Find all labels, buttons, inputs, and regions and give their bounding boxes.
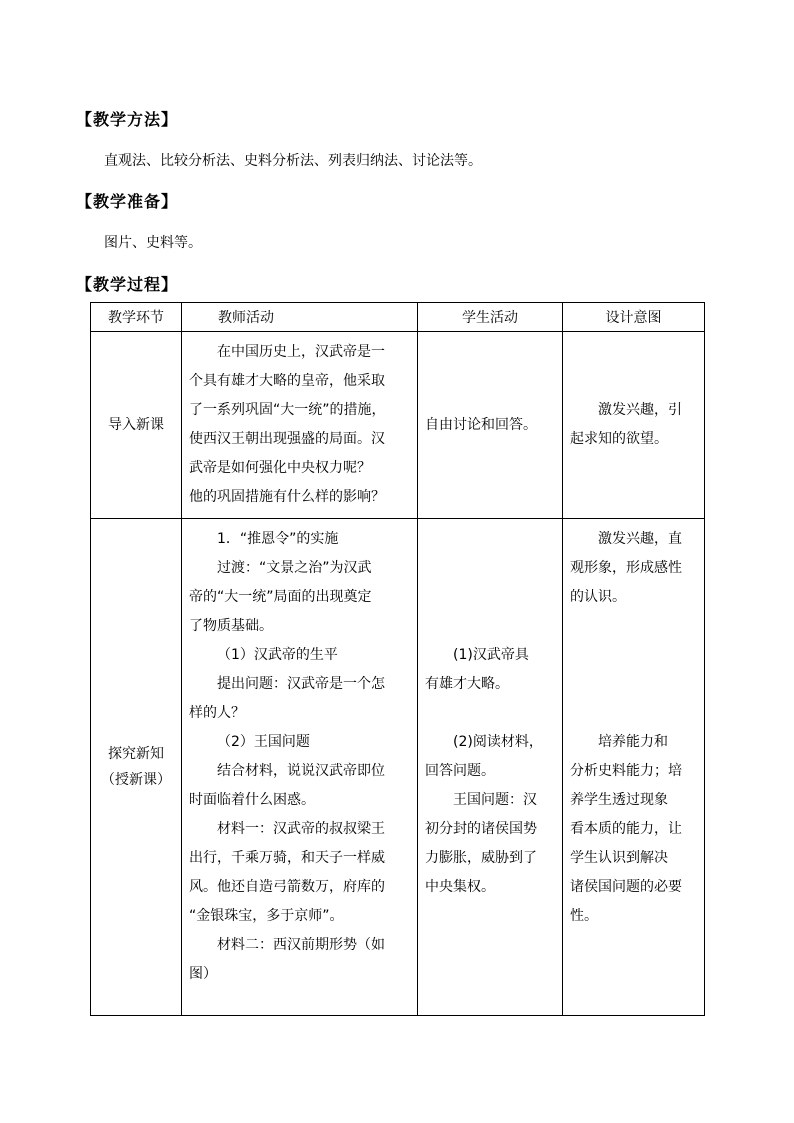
table-row [91,332,705,519]
teacher-activity-explore [182,519,418,1016]
intent-line: 诸侯国问题的必要 [570,879,682,895]
student-line: 回答问题。 [425,763,495,779]
intent-line: 培养能力和 [598,734,668,750]
intent-line: 学生认识到解决 [570,850,668,866]
teacher-line: 他的巩固措施有什么样的影响？ [189,489,385,505]
teacher-line: 材料二：西汉前期形势（如 [217,937,385,953]
design-intent-intro [563,332,705,519]
header-design-intent: 设计意图 [563,303,705,332]
stage-line: 探究新知 [108,746,164,762]
header-teacher-activity: 教师活动 [182,303,418,332]
student-line: 自由讨论和回答。 [425,416,537,433]
design-intent-explore [563,519,705,1016]
teacher-line: 结合材料，说说汉武帝即位 [217,763,385,779]
teacher-line: 出行，千乘万骑，和天子一样威 [189,850,385,866]
intent-line: 看本质的能力，让 [570,821,682,837]
teacher-line: 1．“推恩令”的实施 [217,531,339,547]
teacher-line: 个具有雄才大略的皇帝，他采取 [189,373,385,389]
student-line: 初分封的诸侯国势 [425,821,537,837]
teacher-line: 图） [189,966,217,982]
header-student-activity: 学生活动 [418,303,563,332]
intent-line: 激发兴趣，引 [598,402,682,418]
teacher-line: 过渡：“文景之治”为汉武 [217,560,372,576]
intent-line: 激发兴趣，直 [598,531,682,547]
teaching-process-heading: 【教学过程】 [76,275,179,294]
intent-line: 的认识。 [570,589,626,605]
teacher-line: 了一系列巩固“大一统”的措施， [189,402,386,418]
intent-line: 观形象，形成感性 [570,560,682,576]
teacher-line: 帝的“大一统”局面的出现奠定 [189,589,372,605]
stage-line: （授新课） [101,772,171,788]
teaching-prep-text: 图片、史料等。 [104,235,202,251]
stage-intro: 导入新课 [91,332,182,519]
student-activity-explore [418,519,563,1016]
teacher-line: 材料一：汉武帝的叔叔梁王 [217,821,385,837]
student-line: (1)汉武帝具 [453,647,529,663]
table-header-row [91,303,705,332]
student-line: 力膨胀，威胁到了 [425,850,537,866]
teacher-line: 在中国历史上，汉武帝是一 [217,344,385,360]
teacher-activity-intro [182,332,418,519]
teaching-method-text: 直观法、比较分析法、史料分析法、列表归纳法、讨论法等。 [104,153,482,169]
teacher-line: 风。他还自造弓箭数万，府库的 [189,879,385,895]
student-line: 王国问题：汉 [453,792,537,808]
stage-explore [91,519,182,1016]
lesson-table [90,302,705,1016]
teacher-line: 了物质基础。 [189,618,273,634]
teacher-line: 样的人？ [189,705,245,721]
teacher-line: （1）汉武帝的生平 [217,647,338,663]
teacher-line: 武帝是如何强化中央权力呢？ [189,460,371,476]
student-line: 中央集权。 [425,879,495,895]
teacher-line: “金银珠宝，多于京师”。 [189,908,344,924]
teacher-line: 提出问题：汉武帝是一个怎 [217,676,385,692]
student-line: (2)阅读材料， [453,734,543,750]
student-activity-intro [418,332,563,519]
teacher-line: （2）王国问题 [217,734,310,750]
table-row [91,519,705,1016]
teaching-method-heading: 【教学方法】 [76,110,179,129]
header-stage: 教学环节 [91,303,182,332]
teacher-line: 使西汉王朝出现强盛的局面。汉 [189,431,385,447]
teacher-line: 时面临着什么困惑。 [189,792,315,808]
teaching-prep-heading: 【教学准备】 [76,192,179,211]
intent-line: 养学生透过现象 [570,792,668,808]
student-line: 有雄才大略。 [425,676,509,692]
intent-line: 分析史料能力；培 [570,763,682,779]
intent-line: 性。 [570,908,598,924]
intent-line: 起求知的欲望。 [570,431,668,447]
